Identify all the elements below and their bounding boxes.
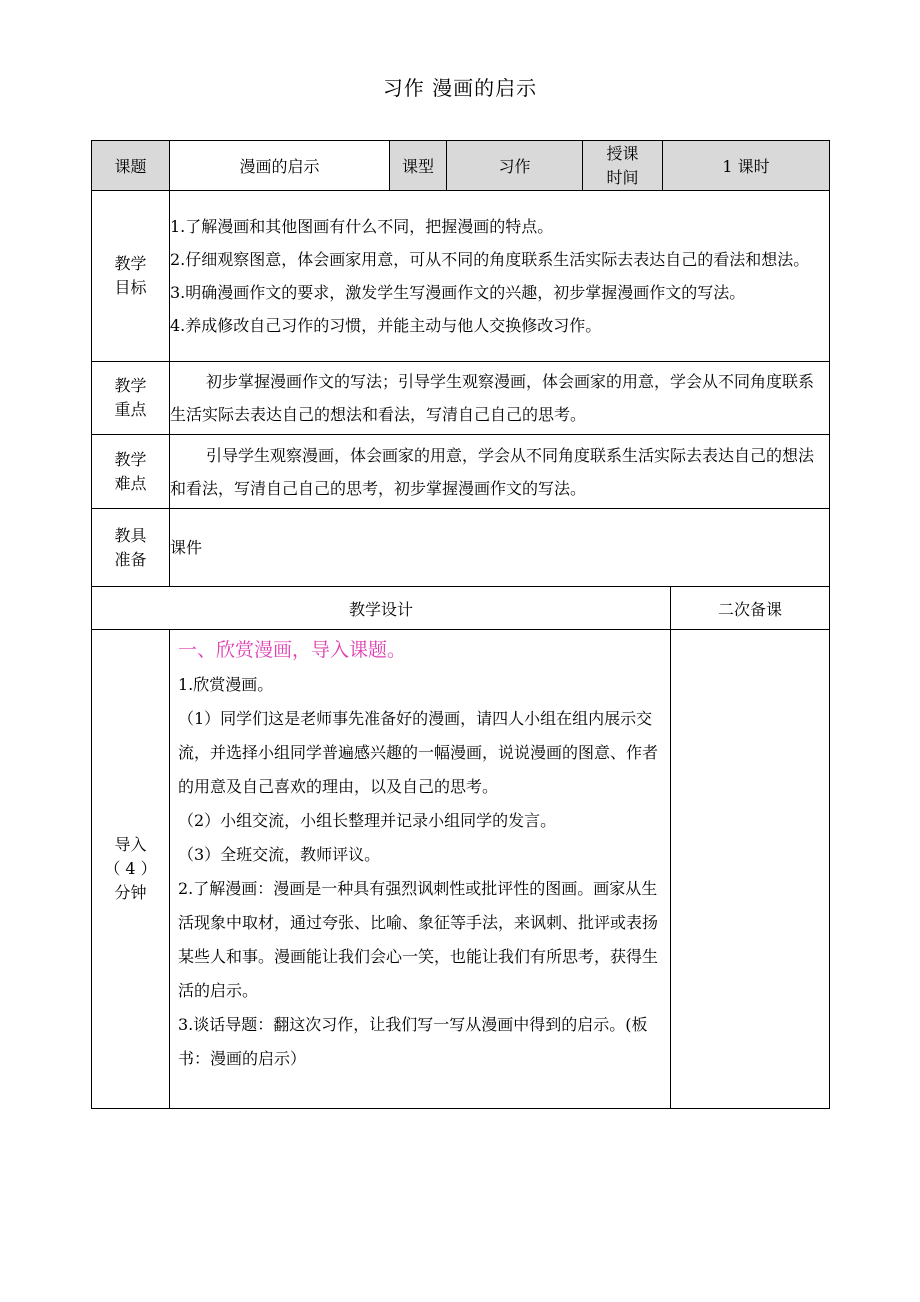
- design-line: （1）同学们这是老师事先准备好的漫画，请四人小组在组内展示交流，并选择小组同学普遍感兴趣的一幅漫画，说说漫画的图意、作者的用意及自己喜欢的理由，以及自己的思考。: [178, 709, 659, 796]
- objective-item: 3.明确漫画作文的要求，激发学生写漫画作文的兴趣，初步掌握漫画作文的写法。: [170, 283, 746, 302]
- secondary-prep-cell[interactable]: [671, 630, 830, 1109]
- key-points-label-line-2: 重点: [114, 400, 147, 419]
- intro-label-line-3: 分钟: [114, 883, 147, 902]
- materials-row: [92, 509, 830, 587]
- design-line: （2）小组交流，小组长整理并记录小组同学的发言。: [178, 811, 557, 830]
- objectives-label: [92, 191, 170, 362]
- section-title: 一、欣赏漫画，导入课题。: [178, 639, 407, 661]
- design-header-row: [92, 587, 830, 630]
- intro-row: [92, 630, 830, 1109]
- page-title: 习作 漫画的启示: [382, 76, 538, 100]
- key-points-label: [92, 362, 170, 435]
- design-line: 1.欣赏漫画。: [178, 675, 274, 694]
- objectives-label-line-1: 教学: [114, 254, 147, 273]
- design-header-right: 二次备课: [671, 587, 830, 630]
- objective-item: 1.了解漫画和其他图画有什么不同，把握漫画的特点。: [170, 217, 554, 236]
- objectives-row: [92, 191, 830, 362]
- type-value: 习作: [447, 141, 583, 191]
- time-label: [583, 141, 663, 191]
- time-label-line-1: 授课: [606, 143, 639, 163]
- topic-label: 课题: [92, 141, 170, 191]
- difficulties-label-line-1: 教学: [114, 449, 147, 469]
- intro-content: [170, 630, 671, 1109]
- design-line: 3.谈话导题：翻这次习作，让我们写一写从漫画中得到的启示。(板书：漫画的启示）: [178, 1015, 648, 1068]
- difficulties-row: [92, 435, 830, 509]
- topic-value: 漫画的启示: [170, 141, 390, 191]
- key-points-row: [92, 362, 830, 435]
- time-label-line-2: 时间: [606, 167, 639, 187]
- intro-label-line-2: （ 4 ）: [104, 859, 157, 878]
- type-label: 课型: [390, 141, 447, 191]
- objectives-content: [170, 191, 830, 362]
- lesson-plan-table: [91, 140, 830, 1109]
- objective-item: 2.仔细观察图意，体会画家用意，可从不同的角度联系生活实际去表达自己的看法和想法。: [170, 250, 810, 269]
- design-line: （3）全班交流，教师评议。: [178, 845, 381, 864]
- header-row: [92, 141, 830, 191]
- key-points-label-line-1: 教学: [114, 376, 147, 395]
- design-line: 2.了解漫画：漫画是一种具有强烈讽刺性或批评性的图画。画家从生活现象中取材，通过夸张、比喻、象征等手法，来讽刺、批评或表扬某些人和事。漫画能让我们会心一笑，也能让我们有所思考，获得生活的启示。: [178, 879, 659, 1000]
- materials-label-line-2: 准备: [114, 549, 147, 569]
- objectives-label-line-2: 目标: [114, 278, 147, 297]
- difficulties-label-line-2: 难点: [114, 473, 147, 493]
- time-value: 1 课时: [663, 141, 830, 191]
- materials-content: 课件: [170, 509, 830, 587]
- key-points-content: 初步掌握漫画作文的写法；引导学生观察漫画，体会画家的用意，学会从不同角度联系生活实际去表达自己的想法和看法，写清自己自己的思考。: [170, 362, 830, 435]
- objective-item: 4.养成修改自己习作的习惯，并能主动与他人交换修改习作。: [170, 316, 602, 335]
- design-header-left: 教学设计: [92, 587, 671, 630]
- materials-label: [92, 509, 170, 587]
- difficulties-content: 引导学生观察漫画，体会画家的用意，学会从不同角度联系生活实际去表达自己的想法和看法，写清自己自己的思考，初步掌握漫画作文的写法。: [170, 435, 830, 509]
- intro-label: [92, 630, 170, 1109]
- intro-label-line-1: 导入: [114, 835, 147, 854]
- difficulties-label: [92, 435, 170, 509]
- materials-label-line-1: 教具: [114, 525, 147, 545]
